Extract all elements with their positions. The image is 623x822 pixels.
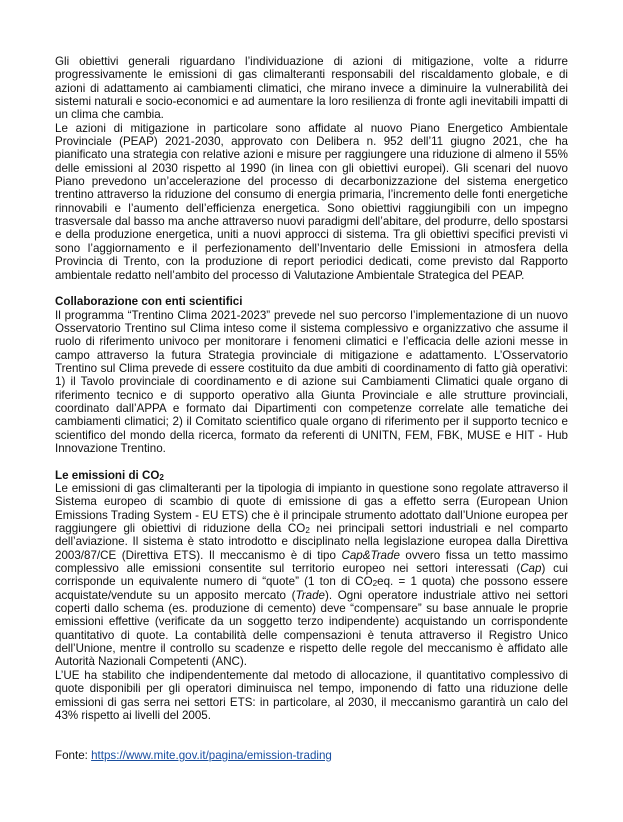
source-line <box>55 749 568 762</box>
heading-text: Le emissioni di CO <box>55 468 160 482</box>
cap-term: Cap <box>520 562 542 576</box>
intro-paragraph-2: Le azioni di mitigazione in particolare sono affidate al nuovo Piano Energetico Ambientale Provinciale (PEAP) 2021-2030, approvato con Delibera n. 952 dell’11 giugno 2021, che ha pianificato una strategia con relative azioni e misure per raggiungere una riduzione di almeno il 55% delle emissioni al 2030 rispetto al 1990 (in linea con gli obiettivi europei). Gli scenari del nuovo Piano prevedono un’accelerazione del processo di decarbonizzazione del sistema energetico trentino attraverso la riduzione del consumo di energia primaria, l’incremento delle fonti energetiche rinnovabili e l’aumento dell’efficienza energetica. Sono obiettivi raggiungibili con un impegno trasversale dal basso ma anche attraverso nuovi paradigmi dell’abitare, del produrre, dello spostarsi e della produzione energetica, uniti a nuovi approcci di sistema. Tra gli obiettivi specifici previsti vi sono l’aggiornamento e il perfezionamento dell’Inventario delle Emissioni in atmosfera della Provincia di Trento, con la produzione di report periodici dedicati, come previsto dal Rapporto ambientale redatto nell’ambito del processo di Valutazione Ambientale Strategica del PEAP. <box>55 121 568 282</box>
emissions-paragraph-2: L’UE ha stabilito che indipendentemente dal metodo di allocazione, il quantitativo complessivo di quote disponibili per gli operatori diminuisca nel tempo, imponendo di fatto una riduzione delle emissioni di gas serra nei settori ETS: in particolare, al 2030, il meccanismo garantirà un calo del 43% rispetto ai livelli del 2005. <box>55 668 568 722</box>
spacer <box>55 282 568 295</box>
subscript-2: 2 <box>159 472 164 482</box>
intro-paragraph-1: Gli obiettivi generali riguardano l’individuazione di azioni di mitigazione, volte a ridurre progressivamente le emissioni di gas climalteranti responsabili del riscaldamento globale, e di azioni di adattamento ai cambiamenti climatici, che mirano invece a diminuire la vulnerabilità dei sistemi naturali e socio-economici e ad aumentare la loro resilienza di fronte agli inevitabili impatti di un clima che cambia. <box>55 55 568 122</box>
text-run: ) cui corrisponde un equivalente numero di “quote” (1 ton di CO <box>55 562 569 589</box>
subscript-2: 2 <box>305 526 310 536</box>
spacer <box>55 722 568 735</box>
collaboration-paragraph: Il programma “Trentino Clima 2021-2023” prevede nel suo percorso l’implementazione di un nuovo Osservatorio Trentino sul Clima inteso come il sistema complessivo e organizzativo che assume il ruolo di riferimento univoco per monitorare i fenomeni climatici e l’efficacia delle azioni messe in campo attraverso la futura Strategia provinciale di mitigazione e adattamento. L’Osservatorio Trentino sul Clima prevede di essere costituito da due ambiti di coordinamento di fatto già operativi: 1) il Tavolo provinciale di coordinamento e di azione sui Cambiamenti Climatici quale organo di riferimento tecnico e di supporto operativo alla Giunta Provinciale e alle strutture provinciali, coordinato dall’APPA e formato dai Dipartimenti con competenze correlate alle tematiche dei cambiamenti climatici; 2) il Comitato scientifico quale organo di riferimento per il supporto tecnico e scientifico del mondo della ricerca, formato da referenti di UNITN, FEM, FBK, MUSE e HIT - Hub Innovazione Trentino. <box>55 308 568 455</box>
cap-and-trade-term: Cap&Trade <box>341 548 400 562</box>
trade-term: Trade <box>295 588 325 602</box>
section-heading-emissions <box>55 469 568 482</box>
text-run: ovvero fissa un tetto massimo complessivo alle emissioni consentite sul territorio europeo nei settori interessati ( <box>55 548 568 576</box>
spacer <box>55 736 568 749</box>
subscript-2: 2 <box>372 579 378 589</box>
text-run: eq. = 1 quota) che possono essere acquistate/vendute su un apposito mercato ( <box>55 575 568 602</box>
document-page <box>55 55 568 762</box>
source-label: Fonte: <box>55 748 92 762</box>
emissions-paragraph-1 <box>55 482 568 669</box>
source-link[interactable]: https://www.mite.gov.it/pagina/emission-trading <box>91 748 332 762</box>
text-run: Le emissioni di gas climalteranti per la tipologia di impianto in questione sono regolate attraverso il Sistema europeo di scambio di quote di emissione di gas a effetto serra (European Union Emissions Trading System - EU ETS) che è il principale strumento adottato dall’Unione europea per raggiungere gli obiettivi di riduzione della CO <box>55 482 568 536</box>
spacer <box>55 455 568 468</box>
text-run: nei principali settori industriali e nel comparto dell’aviazione. Il sistema è stato introdotto e disciplinato nella legislazione europea dalla Direttiva 2003/87/CE (Direttiva ETS). Il meccanismo è di tipo <box>55 522 568 562</box>
section-heading-collaboration: Collaborazione con enti scientifici <box>55 295 243 309</box>
text-run: ). Ogni operatore industriale attivo nei settori coperti dallo schema (es. produzione di cemento) deve “compensare” su base annuale le proprie emissioni effettive (verificate da un soggetto terzo indipendente) acquistando un corrispondente quantitativo di quote. La contabilità delle compensazioni è tenuta attraverso il Registro Unico dell’Unione, mentre il controllo su scadenze e rispetto delle regole del meccanismo è affidato alle Autorità Nazionali Competenti (ANC). <box>55 588 568 669</box>
